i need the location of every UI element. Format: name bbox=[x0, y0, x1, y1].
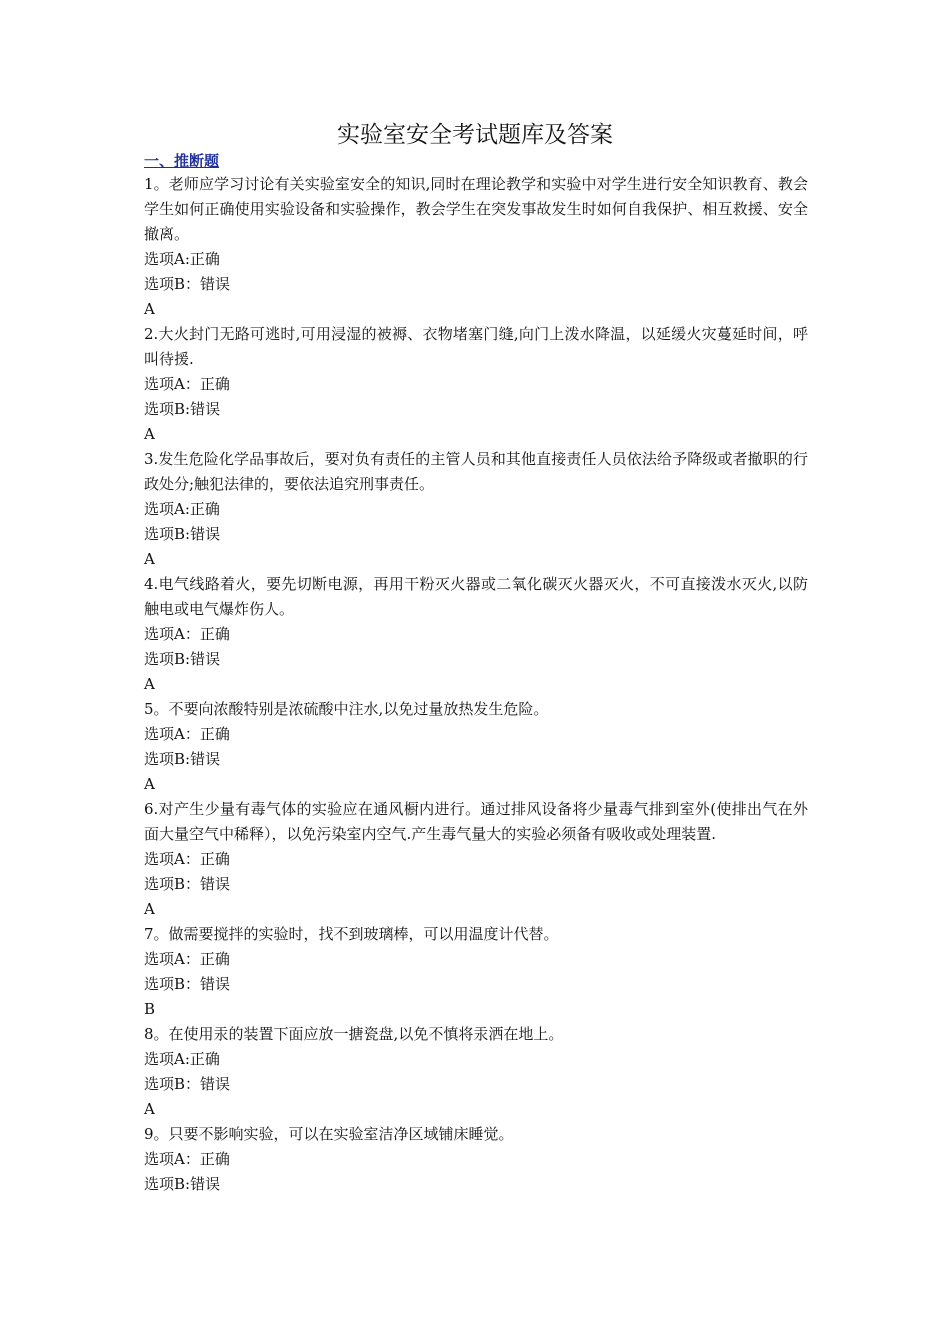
answer: A bbox=[144, 550, 155, 568]
question-text: 7。做需要搅拌的实验时，找不到玻璃棒，可以用温度计代替。 bbox=[144, 925, 559, 943]
answer: A bbox=[144, 300, 155, 318]
document-title: 实验室安全考试题库及答案 bbox=[337, 122, 613, 148]
answer: A bbox=[144, 425, 155, 443]
option-b: 选项B:错误 bbox=[144, 650, 221, 668]
option-a: 选项A：正确 bbox=[144, 725, 230, 743]
option-b: 选项B：错误 bbox=[144, 1075, 231, 1093]
question-text: 1。老师应学习讨论有关实验室安全的知识,同时在理论教学和实验中对学生进行安全知识教育、教会学生如何正确使用实验设备和实验操作，教会学生在突发事故发生时如何自我保护、相互救援、安全撤离。 bbox=[144, 175, 808, 243]
question-block bbox=[144, 322, 808, 447]
option-b: 选项B:错误 bbox=[144, 400, 221, 418]
answer: A bbox=[144, 1100, 155, 1118]
option-b: 选项B:错误 bbox=[144, 525, 221, 543]
option-b: 选项B：错误 bbox=[144, 975, 231, 993]
option-a: 选项A:正确 bbox=[144, 500, 220, 518]
section-heading: 一、推断题 bbox=[144, 152, 220, 170]
answer: B bbox=[144, 1000, 156, 1018]
option-a: 选项A：正确 bbox=[144, 850, 230, 868]
question-block bbox=[144, 572, 808, 697]
question-block bbox=[144, 172, 808, 322]
question-block bbox=[144, 447, 808, 572]
question-block bbox=[144, 1122, 808, 1197]
question-text: 5。不要向浓酸特别是浓硫酸中注水,以免过量放热发生危险。 bbox=[144, 700, 549, 718]
question-text: 8。在使用汞的装置下面应放一搪瓷盘,以免不慎将汞洒在地上。 bbox=[144, 1025, 564, 1043]
answer: A bbox=[144, 675, 155, 693]
question-block bbox=[144, 922, 808, 1022]
question-text: 6.对产生少量有毒气体的实验应在通风橱内进行。通过排风设备将少量毒气排到室外(使排出气在外面大量空气中稀释），以免污染室内空气.产生毒气量大的实验必须备有吸收或处理装置. bbox=[144, 800, 808, 843]
question-block bbox=[144, 697, 808, 797]
option-b: 选项B:错误 bbox=[144, 750, 221, 768]
option-a: 选项A：正确 bbox=[144, 375, 230, 393]
answer: A bbox=[144, 900, 155, 918]
answer: A bbox=[144, 775, 155, 793]
question-text: 9。只要不影响实验，可以在实验室洁净区域铺床睡觉。 bbox=[144, 1125, 514, 1143]
option-b: 选项B：错误 bbox=[144, 275, 231, 293]
question-text: 3.发生危险化学品事故后，要对负有责任的主管人员和其他直接责任人员依法给予降级或者撤职的行政处分;触犯法律的，要依法追究刑事责任。 bbox=[144, 450, 808, 493]
question-text: 4.电气线路着火，要先切断电源，再用干粉灭火器或二氧化碳灭火器灭火，不可直接泼水灭火,以防触电或电气爆炸伤人。 bbox=[144, 575, 808, 618]
question-text: 2.大火封门无路可逃时,可用浸湿的被褥、衣物堵塞门缝,向门上泼水降温，以延缓火灾蔓延时间，呼叫待援. bbox=[144, 325, 808, 368]
document-body bbox=[144, 150, 808, 1197]
question-block bbox=[144, 1022, 808, 1122]
question-block bbox=[144, 797, 808, 922]
option-b: 选项B：错误 bbox=[144, 875, 231, 893]
option-b: 选项B:错误 bbox=[144, 1175, 221, 1193]
option-a: 选项A：正确 bbox=[144, 950, 230, 968]
option-a: 选项A：正确 bbox=[144, 625, 230, 643]
option-a: 选项A：正确 bbox=[144, 1150, 230, 1168]
option-a: 选项A:正确 bbox=[144, 250, 220, 268]
option-a: 选项A:正确 bbox=[144, 1050, 220, 1068]
